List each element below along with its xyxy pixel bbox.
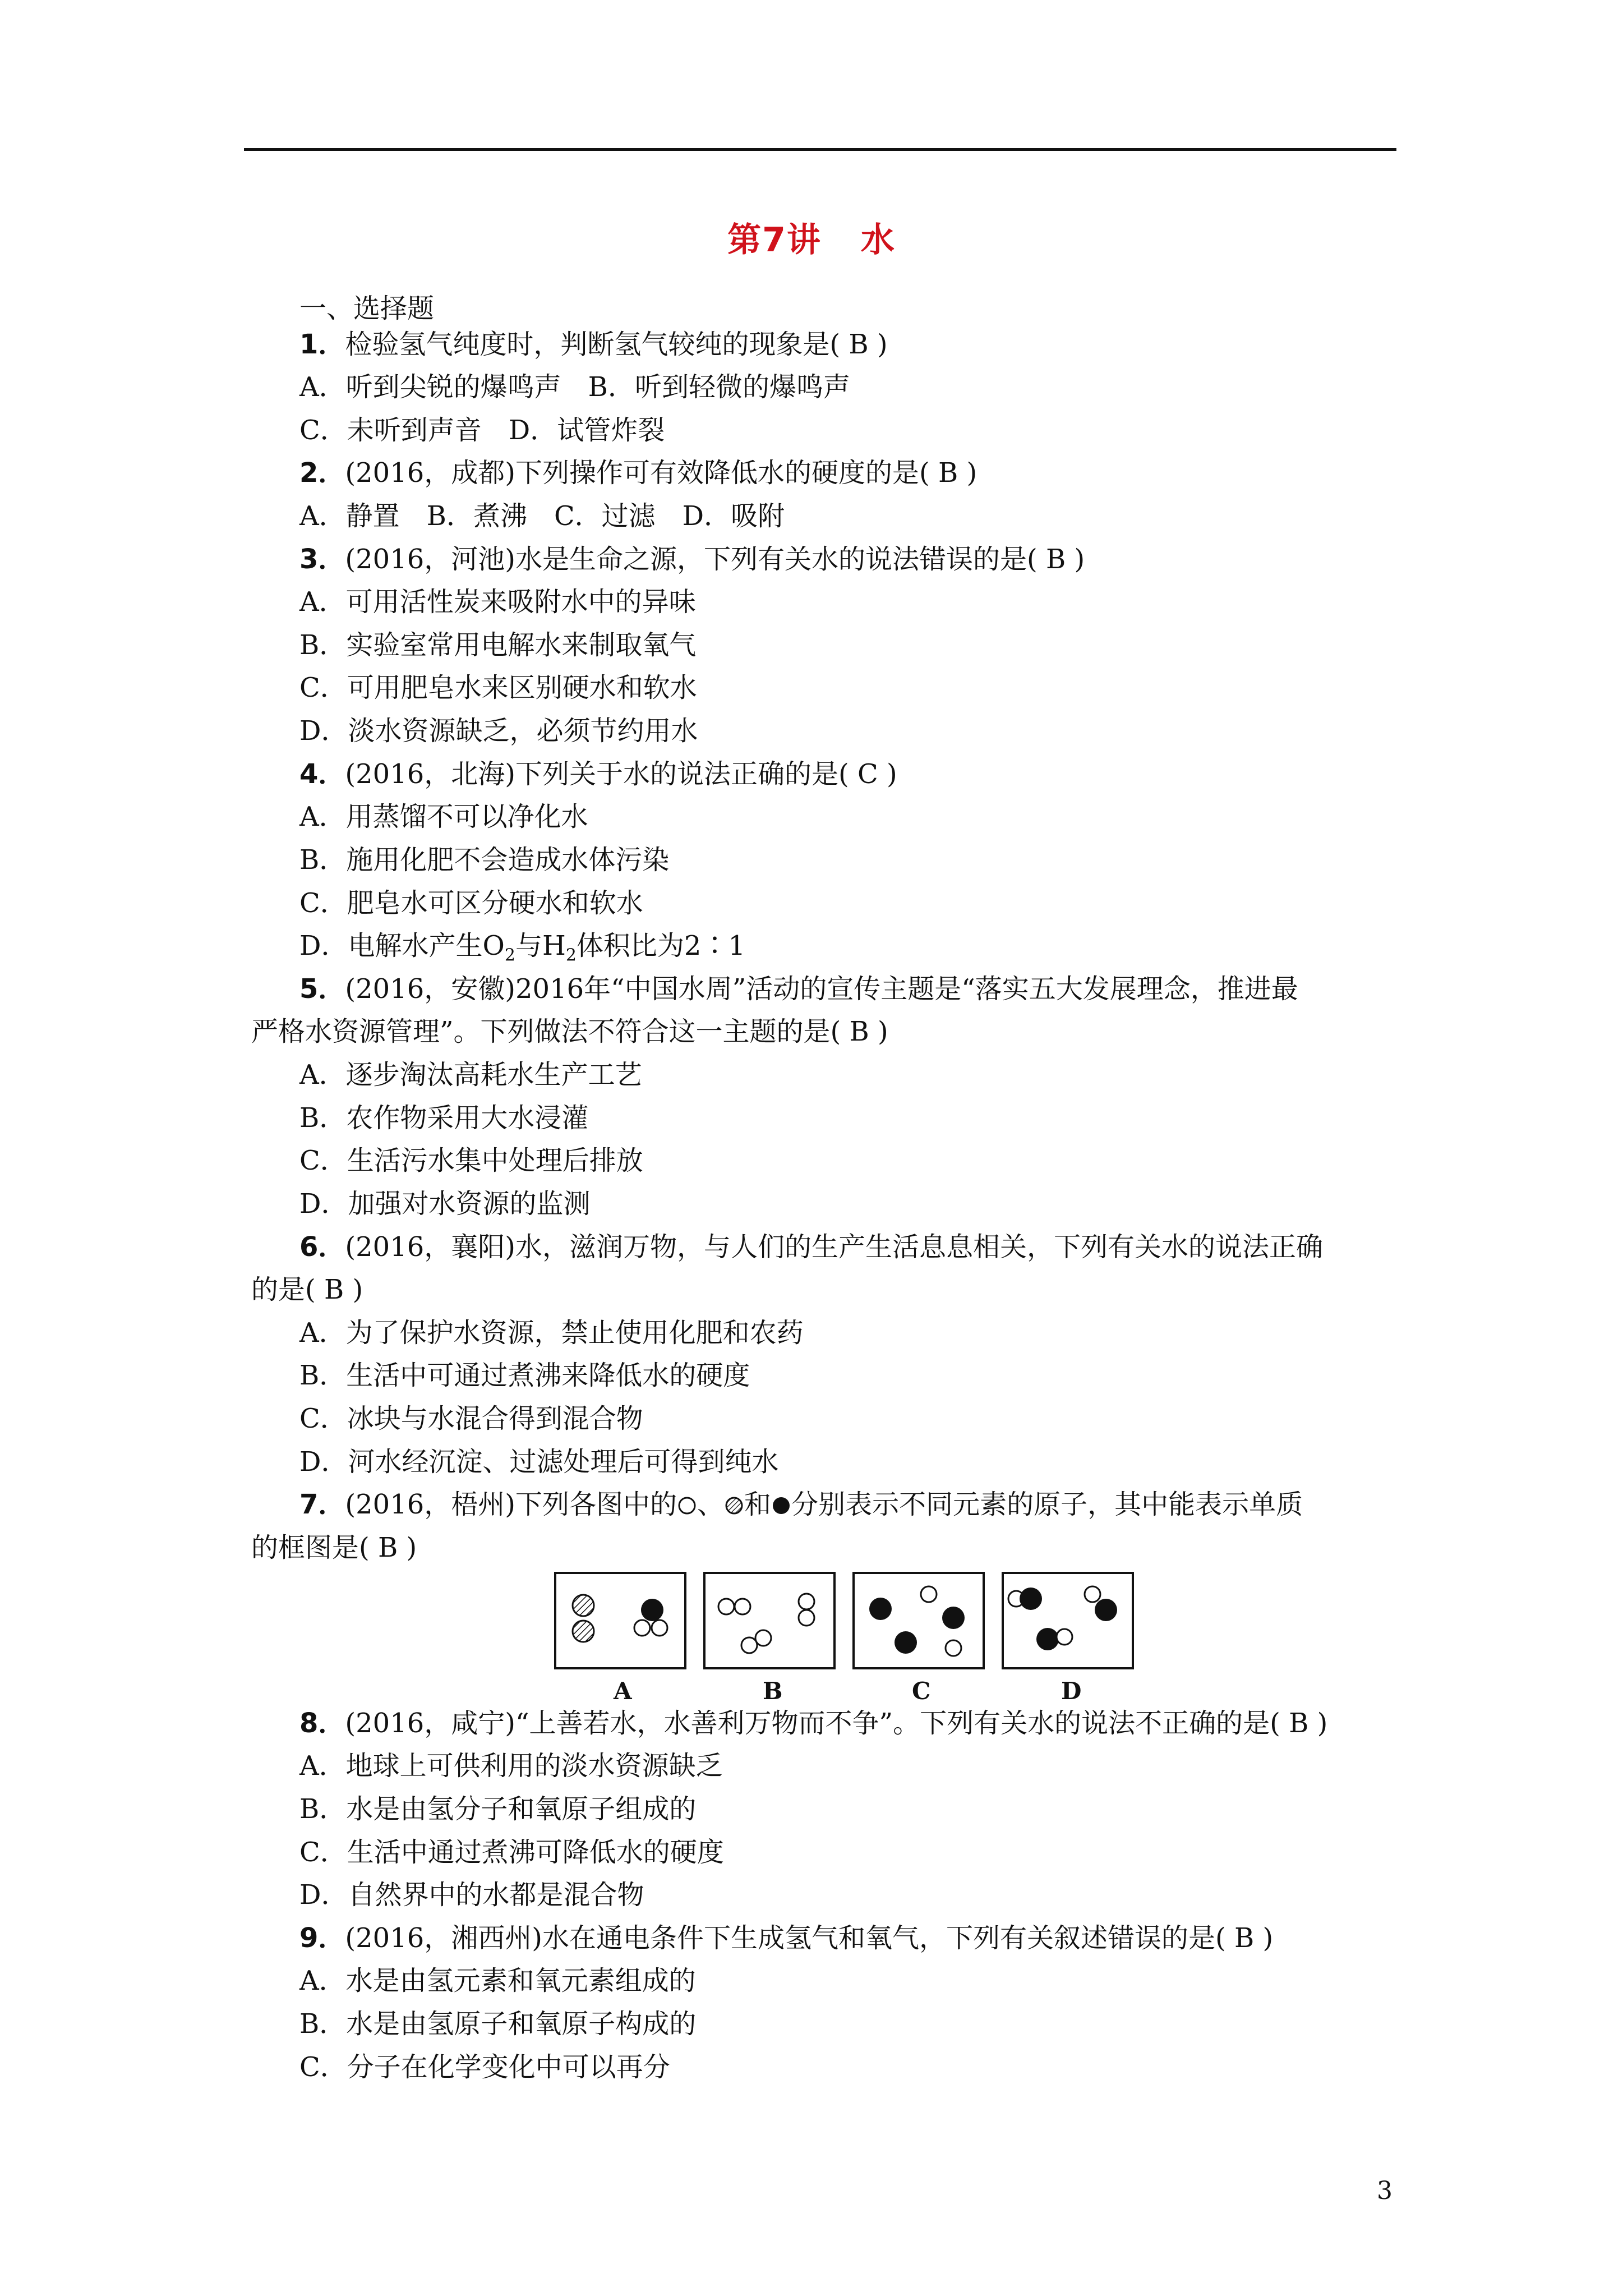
box-d: [1003, 1573, 1133, 1668]
question-1: 1．检验氢气纯度时，判断氢气较纯的现象是( B ): [299, 329, 888, 360]
question-6: 6．(2016，襄阳)水，滋润万物，与人们的生产生活息息相关，下列有关水的说法正确: [299, 1231, 1324, 1263]
q4-option-a: A．用蒸馏不可以净化水: [299, 801, 588, 832]
q2-options: A．静置 B．煮沸 C．过滤 D．吸附: [299, 500, 785, 532]
q5-option-d: D．加强对水资源的监测: [299, 1188, 591, 1220]
hatched-circle-icon: [724, 1496, 744, 1516]
page-number: 3: [1377, 2177, 1393, 2205]
section-heading: 一、选择题: [299, 293, 435, 324]
question-2: 2．(2016，成都)下列操作可有效降低水的硬度的是( B ): [299, 457, 978, 489]
q8-option-d: D．自然界中的水都是混合物: [299, 1879, 644, 1911]
q7-boxes: [554, 1571, 1149, 1672]
q1-options-ab: A．听到尖锐的爆鸣声 B．听到轻微的爆鸣声: [299, 371, 850, 403]
box-a: [555, 1573, 685, 1668]
q3-option-c: C．可用肥皂水来区别硬水和软水: [299, 672, 697, 703]
q3-option-d: D．淡水资源缺乏，必须节约用水: [299, 715, 698, 747]
q9-option-c: C．分子在化学变化中可以再分: [299, 2051, 670, 2083]
filled-circle-icon: [771, 1496, 791, 1516]
question-9: 9．(2016，湘西州)水在通电条件下生成氢气和氧气，下列有关叙述错误的是( B ): [299, 1922, 1274, 1954]
q5-option-a: A．逐步淘汰高耗水生产工艺: [299, 1059, 642, 1091]
question-7: 7．(2016，梧州)下列各图中的 、 和 分别表示不同元素的原子，其中能表示单质: [299, 1489, 1303, 1520]
fig-label-c: C: [912, 1677, 931, 1705]
q3-option-b: B．实验室常用电解水来制取氧气: [299, 629, 697, 661]
q6-option-c: C．冰块与水混合得到混合物: [299, 1403, 643, 1434]
open-circle-icon: [677, 1496, 697, 1516]
fig-label-a: A: [614, 1677, 632, 1705]
q1-options-cd: C．未听到声音 D．试管炸裂: [299, 415, 665, 446]
page-title: [0, 213, 1623, 261]
question-5-cont: 严格水资源管理”。下列做法不符合这一主题的是( B ): [251, 1016, 888, 1047]
q4-option-d: D．电解水产生$O_2$与$H_2$体积比为2∶1: [299, 930, 745, 965]
q4-option-c: C．肥皂水可区分硬水和软水: [299, 887, 643, 919]
box-b: [704, 1573, 834, 1668]
question-7-cont: 的框图是( B ): [251, 1532, 417, 1563]
question-3: 3．(2016，河池)水是生命之源，下列有关水的说法错误的是( B ): [299, 544, 1085, 575]
q6-option-d: D．河水经沉淀、过滤处理后可得到纯水: [299, 1446, 779, 1478]
fig-label-b: B: [763, 1677, 783, 1705]
question-4: 4．(2016，北海)下列关于水的说法正确的是( C ): [299, 758, 897, 790]
q8-option-b: B．水是由氢分子和氧原子组成的: [299, 1793, 697, 1825]
question-8: 8．(2016，咸宁)“上善若水，水善利万物而不争”。下列有关水的说法不正确的是( B ): [299, 1708, 1328, 1739]
q4-option-b: B．施用化肥不会造成水体污染: [299, 844, 670, 876]
q8-option-c: C．生活中通过煮沸可降低水的硬度: [299, 1837, 724, 1868]
header-rule: [244, 148, 1396, 151]
question-5: 5．(2016，安徽)2016年“中国水周”活动的宣传主题是“落实五大发展理念，推进最: [299, 973, 1298, 1005]
q5-option-c: C．生活污水集中处理后排放: [299, 1145, 643, 1176]
fig-label-d: D: [1061, 1677, 1082, 1705]
q6-option-a: A．为了保护水资源，禁止使用化肥和农药: [299, 1317, 804, 1349]
q6-option-b: B．生活中可通过煮沸来降低水的硬度: [299, 1360, 750, 1391]
q8-option-a: A．地球上可供利用的淡水资源缺乏: [299, 1750, 723, 1782]
q7-figure: [554, 1571, 1149, 1705]
title-topic: 水: [860, 220, 896, 260]
q9-option-a: A．水是由氢元素和氧元素组成的: [299, 1965, 696, 1996]
question-6-cont: 的是( B ): [251, 1274, 363, 1305]
q9-option-b: B．水是由氢原子和氧原子构成的: [299, 2008, 697, 2040]
title-lecture: 第7讲: [727, 220, 822, 260]
q3-option-a: A．可用活性炭来吸附水中的异味: [299, 586, 696, 618]
q5-option-b: B．农作物采用大水浸灌: [299, 1102, 589, 1134]
